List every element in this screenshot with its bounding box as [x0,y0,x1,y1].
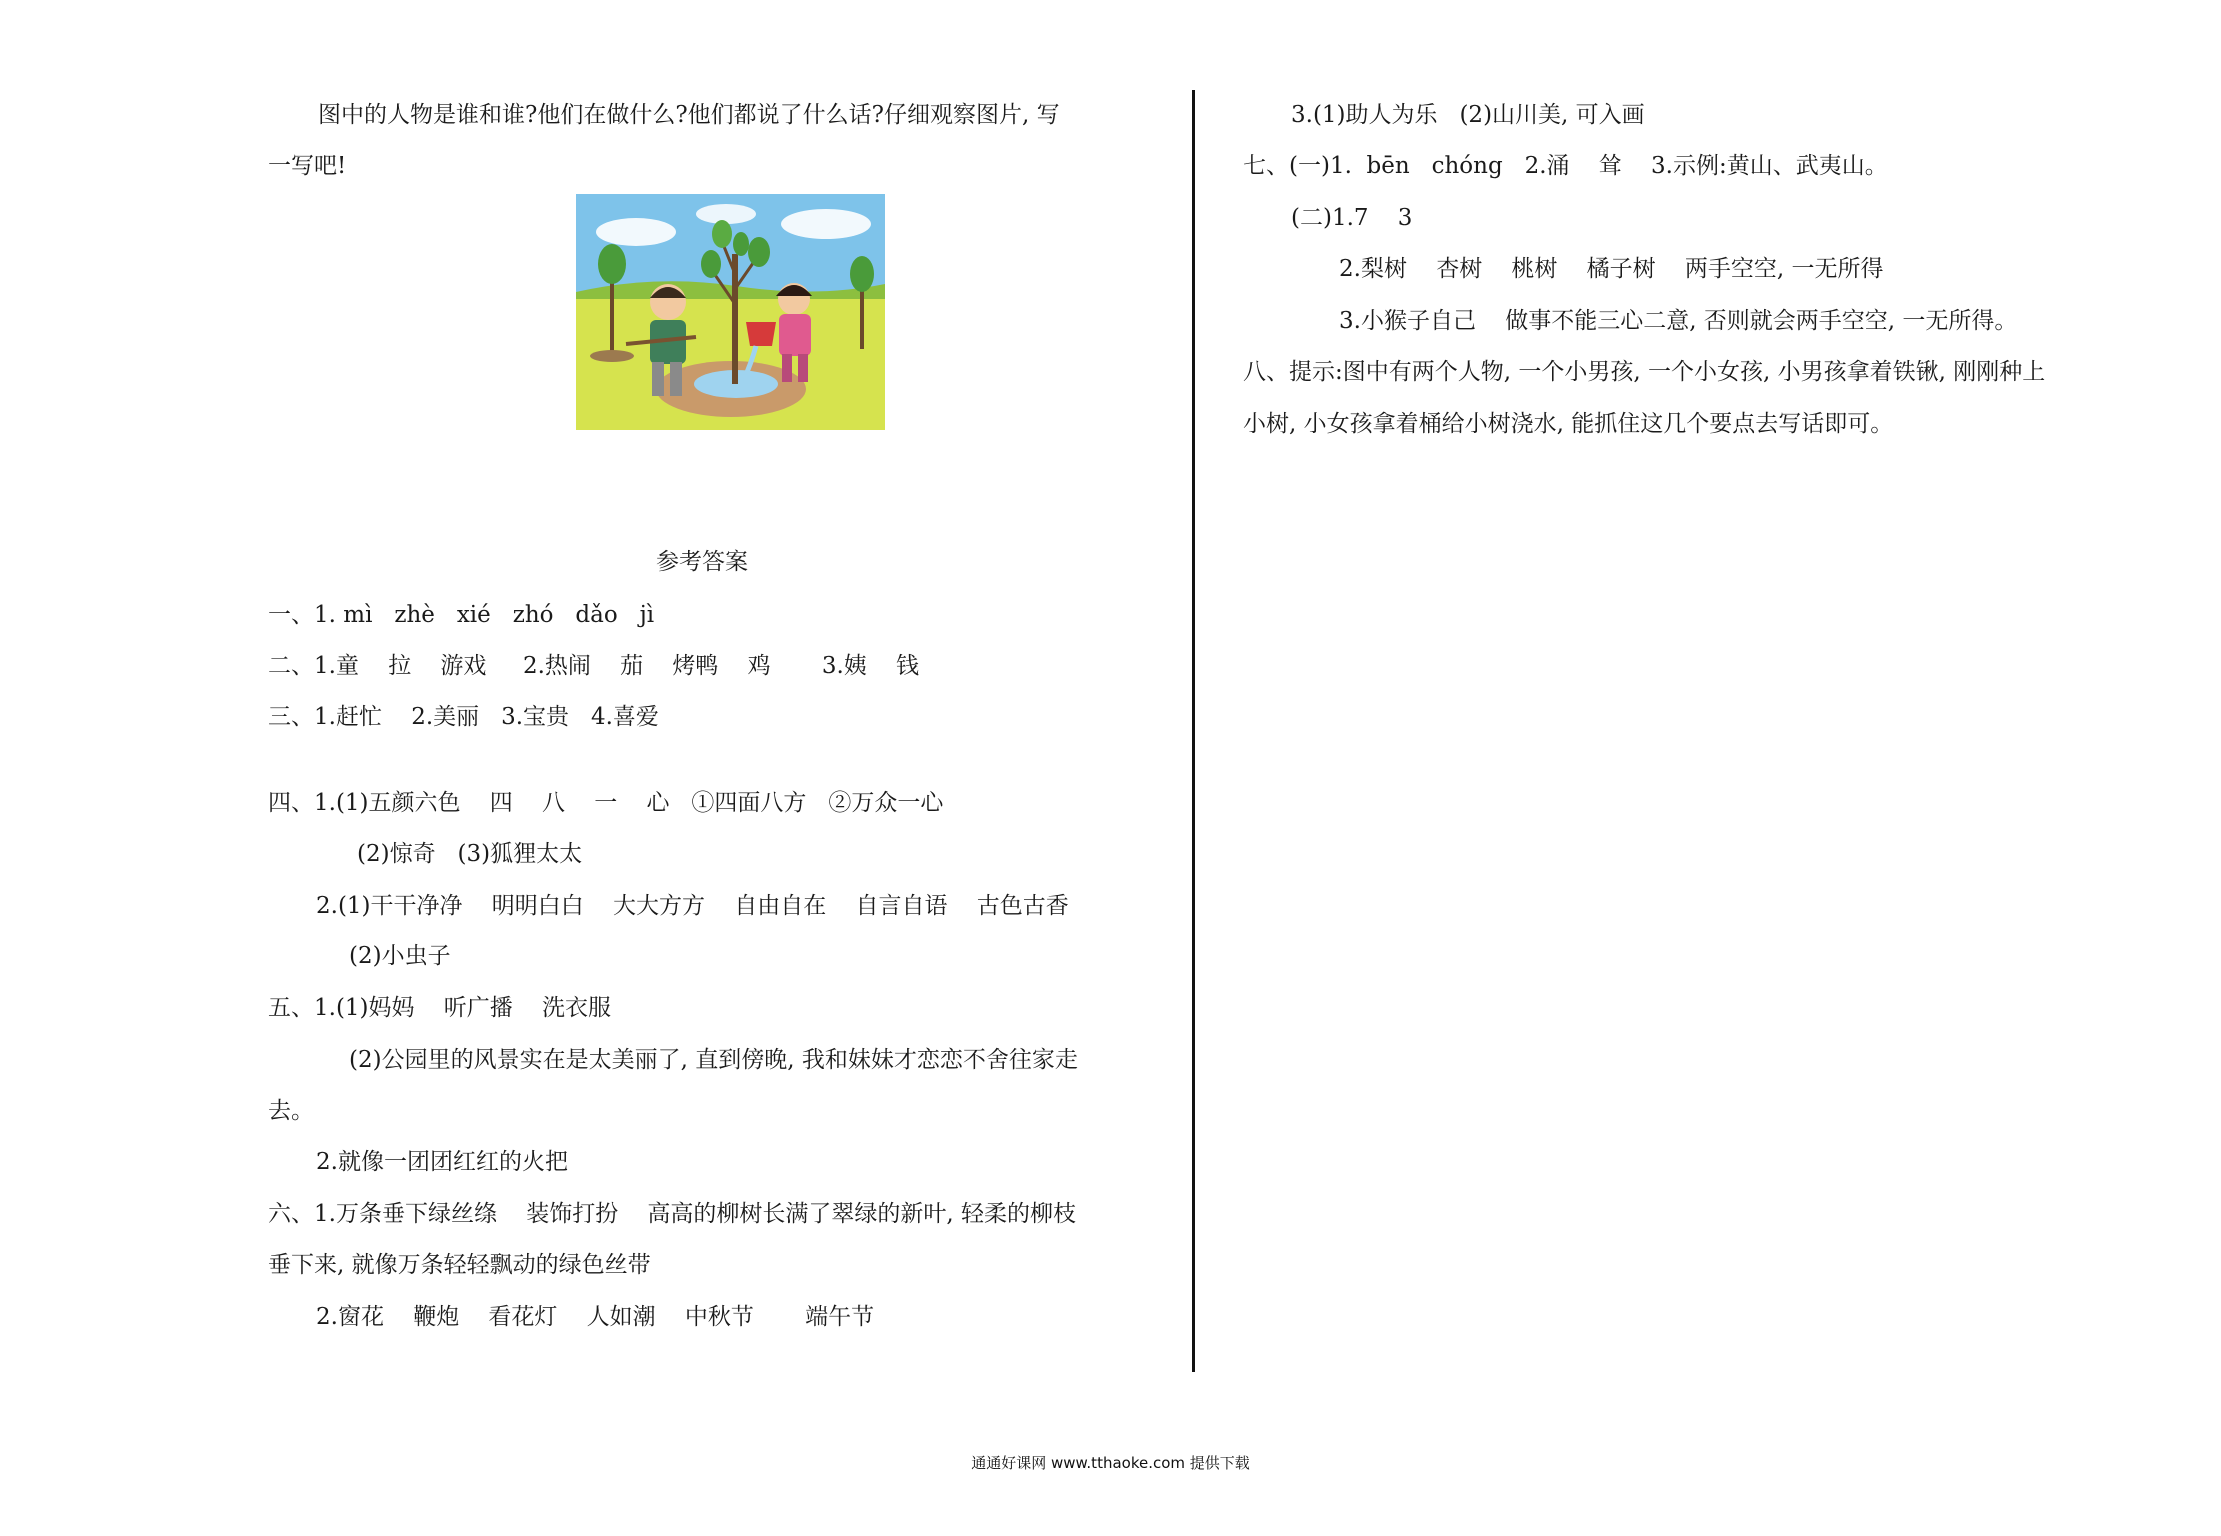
answer-right-line-1: 3.(1)助人为乐 (2)山川美, 可入画 [1291,102,1645,128]
answer-section-5-line-4: 2.就像一团团红红的火把 [316,1149,568,1175]
planting-tree-illustration [576,194,885,430]
answer-section-5-line-1: 五、1.(1)妈妈 听广播 洗衣服 [268,995,612,1021]
answer-section-4-line-1: 四、1.(1)五颜六色 四 八 一 心 ①四面八方 ②万众一心 [268,790,944,816]
answer-section-8-line-1: 八、提示:图中有两个人物, 一个小男孩, 一个小女孩, 小男孩拿着铁锹, 刚刚种上 [1243,359,2046,385]
answer-section-7-line-4: 3.小猴子自己 做事不能三心二意, 否则就会两手空空, 一无所得。 [1339,308,2018,334]
answer-section-5-line-3: 去。 [268,1098,314,1124]
column-divider [1192,90,1195,1372]
answer-section-4-line-2: (2)惊奇 (3)狐狸太太 [357,841,583,867]
answer-section-4-line-3: 2.(1)干干净净 明明白白 大大方方 自由自在 自言自语 古色古香 [316,893,1069,919]
writing-prompt-line-2: 一写吧! [268,153,347,179]
answer-section-6-line-3: 2.窗花 鞭炮 看花灯 人如潮 中秋节 端午节 [316,1304,875,1330]
answer-section-8-line-2: 小树, 小女孩拿着桶给小树浇水, 能抓住这几个要点去写话即可。 [1243,411,1894,437]
answer-section-4-line-4: (2)小虫子 [349,943,451,969]
answer-section-7-line-1: 七、(一)1. bēn chóng 2.涌 耸 3.示例:黄山、武夷山。 [1243,153,1888,179]
answer-section-2: 二、1.童 拉 游戏 2.热闹 茄 烤鸭 鸡 3.姨 钱 [268,653,920,679]
answer-section-6-line-2: 垂下来, 就像万条轻轻飘动的绿色丝带 [268,1252,651,1278]
answer-section-7-line-3: 2.梨树 杏树 桃树 橘子树 两手空空, 一无所得 [1339,256,1884,282]
answers-title: 参考答案 [656,549,748,575]
answer-section-6-line-1: 六、1.万条垂下绿丝绦 装饰打扮 高高的柳树长满了翠绿的新叶, 轻柔的柳枝 [268,1201,1077,1227]
answer-section-1: 一、1. mì zhè xié zhó dǎo jì [268,602,655,628]
writing-prompt-line-1: 图中的人物是谁和谁?他们在做什么?他们都说了什么话?仔细观察图片, 写 [318,102,1060,128]
footer-credit: 通通好课网 www.tthaoke.com 提供下载 [971,1454,1250,1472]
answer-section-5-line-2: (2)公园里的风景实在是太美丽了, 直到傍晚, 我和妹妹才恋恋不舍往家走 [349,1047,1078,1073]
answer-section-7-line-2: (二)1.7 3 [1291,205,1413,231]
answer-section-3: 三、1.赶忙 2.美丽 3.宝贵 4.喜爱 [268,704,659,730]
